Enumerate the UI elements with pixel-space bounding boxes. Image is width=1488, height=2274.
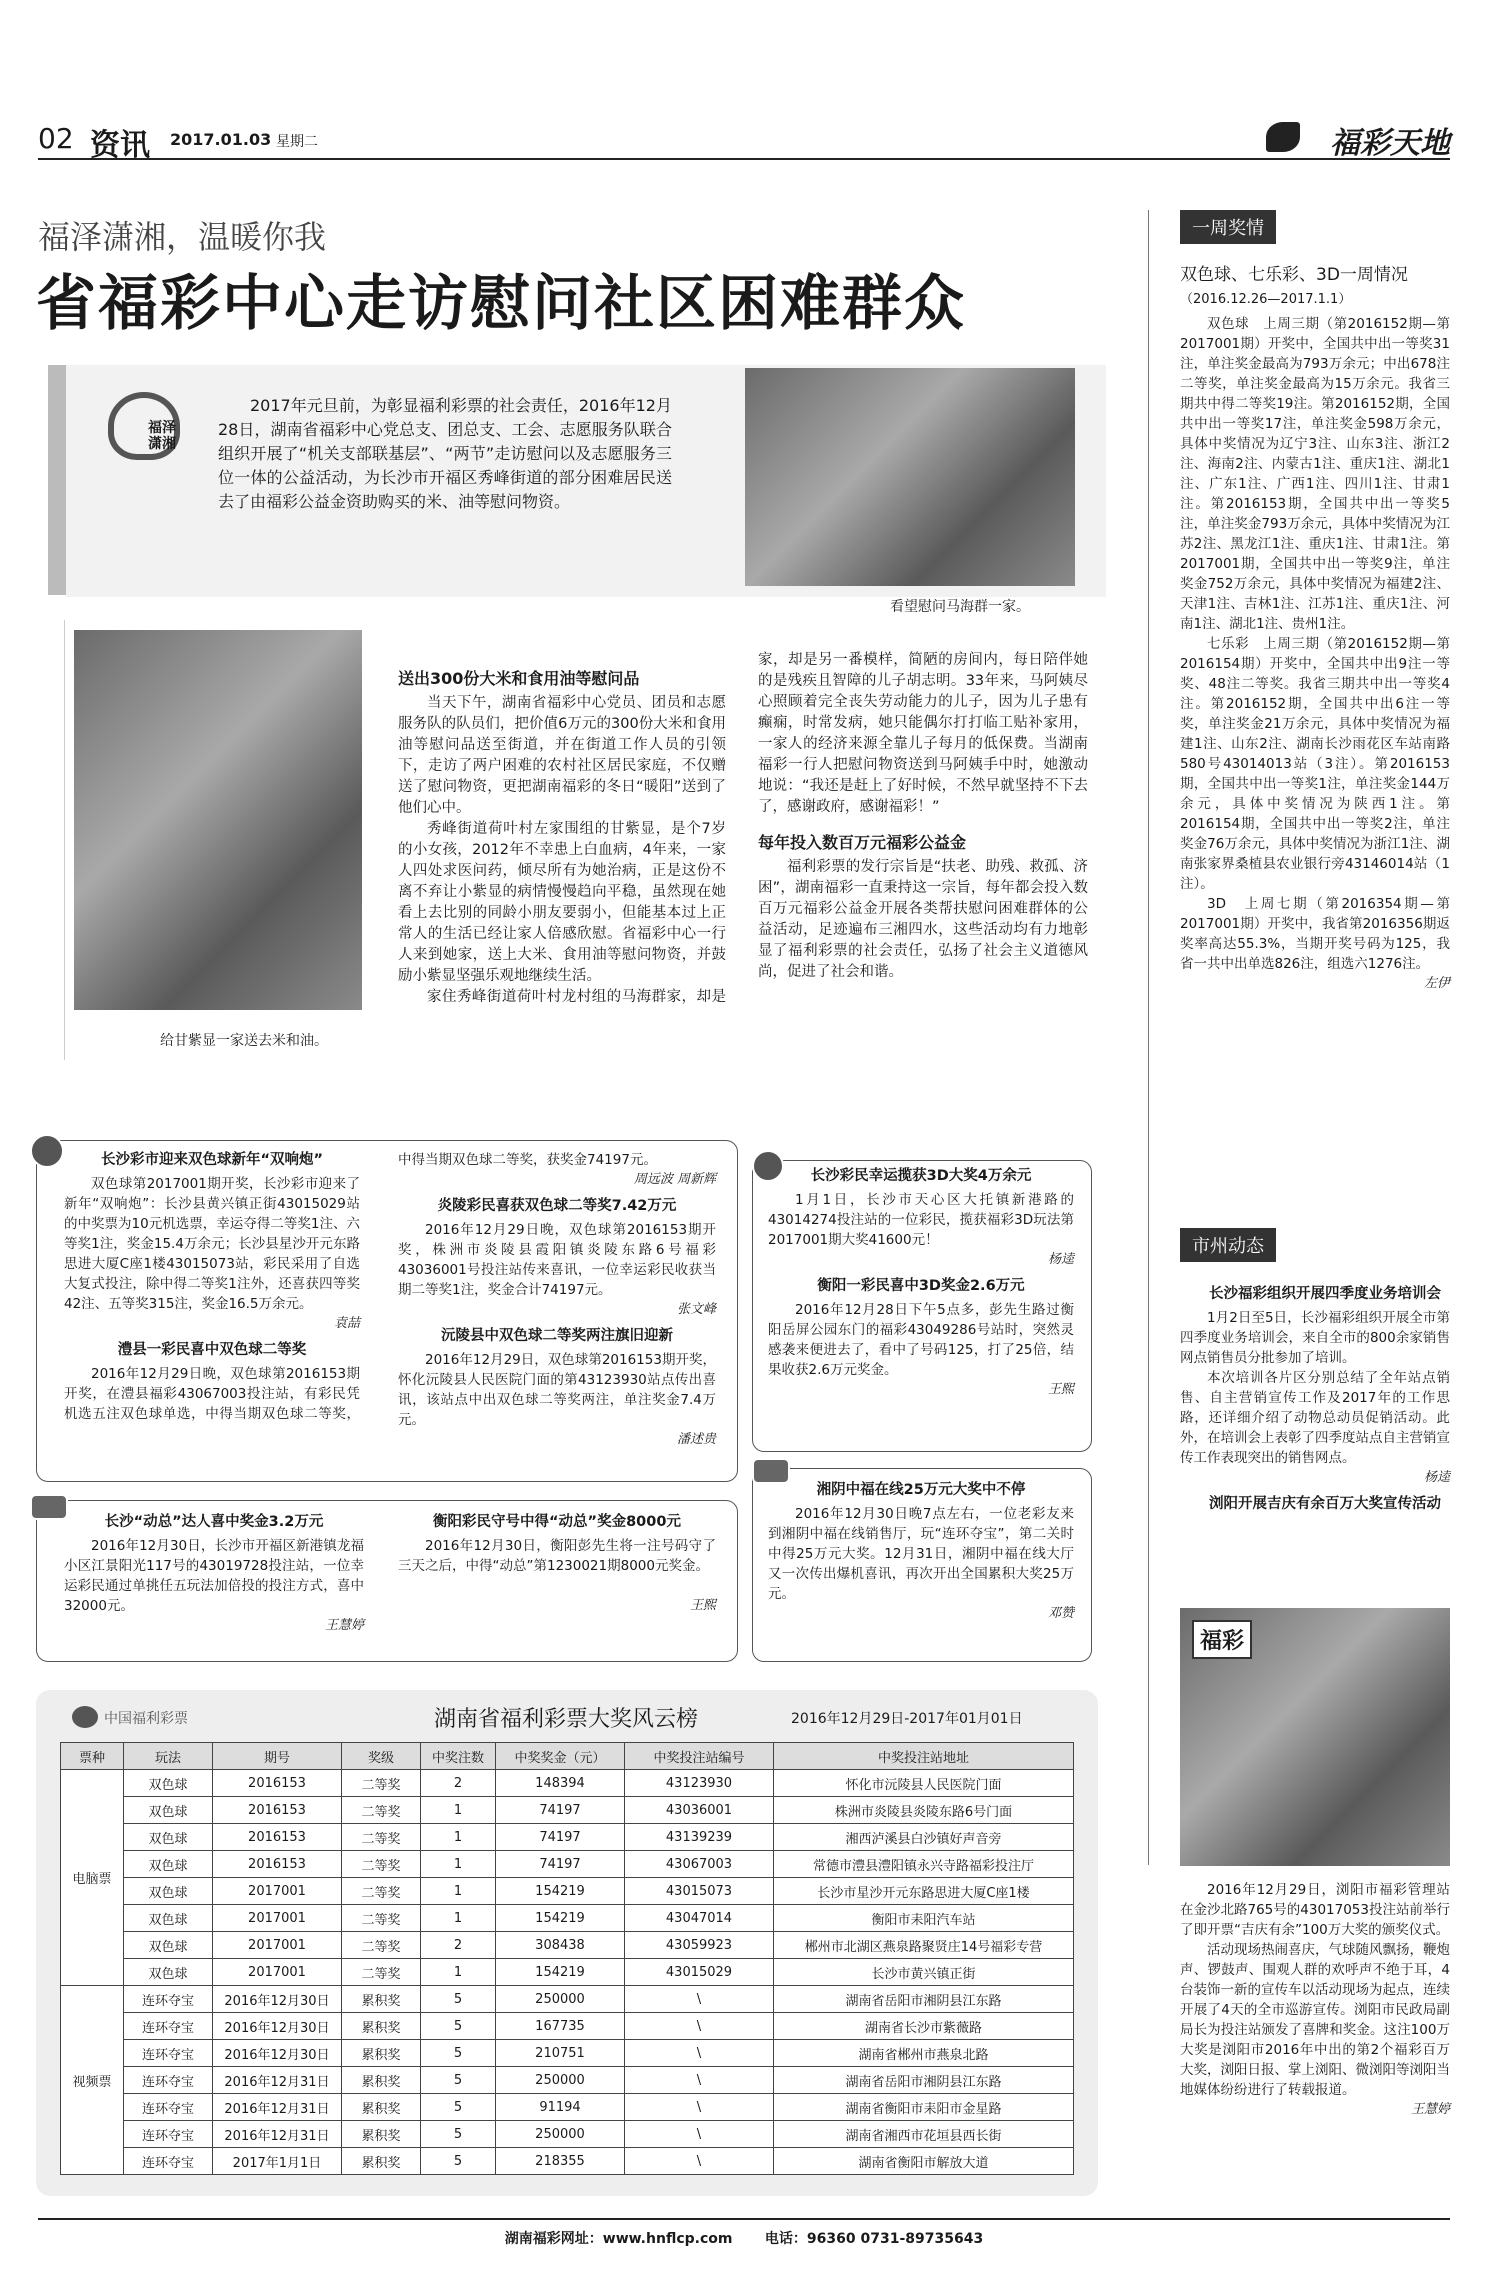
ticket-type-cell: 电脑票 [61,1770,124,1986]
table-cell: 2016153 [213,1770,342,1797]
column-divider [1148,210,1149,1865]
prize-board [36,1690,1098,2196]
table-cell: 167735 [496,2013,625,2040]
table-cell: 2017001 [213,1905,342,1932]
article-body-col2: 家，却是另一番模样，简陋的房间内，每日陪伴她的是残疾且智障的儿子胡志明。33年来，马阿姨尽心照顾着完全丧失劳动能力的儿子，因为儿子患有癫痫，时常发病，她只能偶尔打打临工贴补家用，一家人的经济来源全靠儿子每月的低保费。当湖南福彩一行人把慰问物资送到马阿姨手中时，她激动地说：“我还是赶上了好时候，不然早就坚持不下去了，感谢政府，感谢福彩！” 每年投入数百万元福彩公益金 福利彩票的发行宗旨是“扶老、助残、救孤、济困”，湖南福彩一直秉持这一宗旨，每年都会投入数百万元福彩公益金开展各类帮扶慰问困难群体的公益活动，足迹遍布三湘四水，这些活动均有力地彰显了福利彩票的社会责任，弘扬了社会主义道德风尚，促进了社会和谐。 [758,652,1088,980]
page-footer [38,2218,1450,2258]
table-cell: 5 [421,2148,496,2175]
table-row [61,2121,1074,2148]
table-cell: 1 [421,1878,496,1905]
table-cell: 5 [421,2094,496,2121]
table-row [61,1878,1074,1905]
table-cell: 1 [421,1905,496,1932]
table-cell: 二等奖 [342,1932,421,1959]
table-cell: \ [625,2040,774,2067]
table-cell: 连环夺宝 [124,2040,213,2067]
table-cell: 5 [421,2040,496,2067]
table-cell: \ [625,1986,774,2013]
table-cell: 累积奖 [342,1986,421,2013]
table-cell: 湘西泸溪县白沙镇好声音旁 [774,1824,1074,1851]
footer-phone: 电话：96360 0731-89735643 [764,2231,984,2247]
table-cell: 148394 [496,1770,625,1797]
table-cell: 2017年1月1日 [213,2148,342,2175]
article-kicker: 福泽潇湘，温暖你我 [38,218,327,256]
table-cell: 湖南省湘西市花垣县西长街 [774,2121,1074,2148]
lead-logo-text: 福泽潇湘 [148,420,176,452]
table-cell: 2017001 [213,1932,342,1959]
table-cell: 2016年12月31日 [213,2094,342,2121]
welfare-lottery-brand: 中国福利彩票 [104,1711,188,1727]
table-cell: 连环夺宝 [124,1986,213,2013]
table-cell: 74197 [496,1797,625,1824]
table-row [61,2013,1074,2040]
table-cell: 2016153 [213,1824,342,1851]
prize-board-header [36,1690,1098,1742]
table-cell: 累积奖 [342,2067,421,2094]
news-icon-1 [30,1134,64,1168]
table-cell: 43067003 [625,1851,774,1878]
table-row [61,1851,1074,1878]
table-cell: 5 [421,1986,496,2013]
table-cell: 2016年12月30日 [213,2013,342,2040]
table-row [61,2040,1074,2067]
news-col-2: 中得当期双色球二等奖，获奖金74197元。 周远波 周新辉 炎陵彩民喜获双色球二等奖7.42万元 2016年12月29日晚，双色球第2016153期开奖，株洲市炎陵县霞阳镇炎陵东路6号福彩43036001号投注站传来喜讯，一位幸运彩民收获当期二等奖1注，奖金合计74197元。 张文峰 沅陵县中双色球二等奖两注旗旧迎新 2016年12月29日，双色球第2016153期开奖，怀化沅陵县人民医院门面的第43123930站点传出喜讯，该站点中出双色球二等奖两注，单注奖金7.4万元。 潘述贵 [398,1152,716,1447]
table-cell: 2016年12月30日 [213,2040,342,2067]
table-row [61,1770,1074,1797]
table-cell: 2016153 [213,1851,342,1878]
table-cell: 43047014 [625,1905,774,1932]
table-cell: 连环夺宝 [124,2094,213,2121]
table-cell: 湖南省长沙市紫薇路 [774,2013,1074,2040]
lead-logo [108,392,196,480]
table-cell: 154219 [496,1905,625,1932]
table-cell: 二等奖 [342,1905,421,1932]
table-cell: 湖南省衡阳市耒阳市金星路 [774,2094,1074,2121]
news-col-5: 衡阳彩民守号中得“动总”奖金8000元 2016年12月30日，衡阳彭先生将一注号码守了三天之后，中得“动总”第1230021期8000元奖金。 王熙 [398,1514,716,1613]
table-cell: 218355 [496,2148,625,2175]
city-tag: 市州动态 [1180,1228,1276,1262]
table-cell: 郴州市北湖区燕泉路聚贤庄14号福彩专营 [774,1932,1074,1959]
table-cell: 连环夺宝 [124,2121,213,2148]
table-row [61,1824,1074,1851]
table-cell: 二等奖 [342,1878,421,1905]
table-cell: 2016153 [213,1797,342,1824]
table-cell: \ [625,2094,774,2121]
table-cell: 累积奖 [342,2148,421,2175]
table-cell: 双色球 [124,1878,213,1905]
table-cell: 怀化市沅陵县人民医院门面 [774,1770,1074,1797]
table-cell: 308438 [496,1932,625,1959]
table-cell: 累积奖 [342,2040,421,2067]
table-cell: 154219 [496,1959,625,1986]
table-cell: 长沙市星沙开元东路思进大厦C座1楼 [774,1878,1074,1905]
table-cell: 双色球 [124,1959,213,1986]
table-cell: 2 [421,1932,496,1959]
photo-sign: 福彩 [1192,1620,1252,1659]
news-col-1: 长沙彩市迎来双色球新年“双响炮” 双色球第2017001期开奖，长沙彩市迎来了新年“双响炮”：长沙县黄兴镇正街43015029站的中奖票为10元机选票，幸运夺得二等奖1注、六等奖1注，奖金15.4万余元；长沙县星沙开元东路思进大厦C座1楼43015073站，彩民采用了自选大复式投注，除中得二等奖1注外，还喜获四等奖42注、五等奖315注，奖金16.5万余元。 袁喆 澧县一彩民喜中双色球二等奖 2016年12月29日晚，双色球第2016153期开奖，在澧县福彩43067003投注站，有彩民凭机选五注双色球单选，中得当期双色球二等奖， [64,1152,360,1422]
photo1-caption: 看望慰问马海群一家。 [890,599,1030,615]
table-cell: 二等奖 [342,1851,421,1878]
table-cell: 2 [421,1770,496,1797]
table-cell: 1 [421,1959,496,1986]
table-cell: 双色球 [124,1851,213,1878]
table-cell: 双色球 [124,1770,213,1797]
table-cell: 43015073 [625,1878,774,1905]
table-cell: 5 [421,2013,496,2040]
table-cell: 2016年12月31日 [213,2067,342,2094]
table-cell: 连环夺宝 [124,2013,213,2040]
news-col-3: 长沙彩民幸运揽获3D大奖4万余元 1月1日，长沙市天心区大托镇新港路的43014274投注站的一位彩民，揽获福彩3D玩法第2017001期大奖41600元！ 杨逵 衡阳一彩民喜中3D奖金2.6万元 2016年12月28日下午5点多，彭先生路过衡阳岳屏公园东门的福彩43049286号站时，突然灵感袭来便进去了，看中了号码125，打了25倍，结果收获2.6万元奖金。 王熙 [768,1168,1074,1397]
table-cell: 二等奖 [342,1797,421,1824]
news-col-6: 湘阴中福在线25万元大奖中不停 2016年12月30日晚7点左右，一位老彩友来到湘阴中福在线销售厅，玩“连环夺宝”，第二关时中得25万元大奖。12月31日，湘阴中福在线大厅又一次传出爆机喜讯，再次开出全国累积大奖25万元。 邓赞 [768,1482,1074,1621]
table-row [61,1797,1074,1824]
weekly-body: 双色球 上周三期（第2016152期—第2017001期）开奖中，全国共中出一等奖31注，单注奖金最高为793万余元；中出678注二等奖，单注奖金最高为15万余元。我省三期共中得二等奖19注。第2016152期，全国共中出一等奖17注，单注奖金598万余元，具体中奖情况为辽宁3注、山东3注、浙江2注、海南2注、内蒙古1注、重庆1注、湖北1注、广东1注、广西1注、四川1注、甘肃1注。第2016153期，全国共中出一等奖5注，单注奖金793万余元，具体中奖情况为江苏2注、黑龙江1注、重庆1注、甘肃1注。第2017001期，全国共中出一等奖9注，单注奖金752万余元，具体中奖情况为福建2注、天津1注、吉林1注、江苏1注、重庆1注、河南1注、湖北1注、贵州1注。 七乐彩 上周三期（第2016152期—第2016154期）开奖中，全国共中出9注一等奖、48注二等奖。我省三期共中出一等奖4注。第2016152期，全国共中出6注一等奖，单注奖金21万余元，具体中奖情况为福建1注、山东2注、湖南长沙雨花区车站南路580号43014013站（3注）。第2016153期，全国共中出一等奖1注，单注奖金144万余元，具体中奖情况为陕西1注。第2016154期，全国共中出一等奖2注，单注奖金76万余元，具体中奖情况为浙江1注、湖南张家界桑植县农业银行旁43146014站（1注）。 3D 上周七期（第2016354期—第2017001期）开奖中，我省第2016356期返奖率高达55.3%，当期开奖号码为125，我省一共中出单选826注，组选六1276注。 左伊 [1180,316,1450,991]
article-body-col1: 送出300份大米和食用油等慰问品 当天下午，湖南省福彩中心党员、团员和志愿服务队的队员们，把价值6万元的300份大米和食用油等慰问品送至街道，并在街道工作人员的引领下，走访了两户困难的农村社区居民家庭，不仅赠送了慰问物资，更把湖南福彩的冬日“暖阳”送到了他们心中。 秀峰街道荷叶村左家围组的甘紫显，是个7岁的小女孩，2012年不幸患上白血病，4年来，一家人四处求医问药，倾尽所有为她治病，正是这份不离不弃让小紫显的病情慢慢趋向平稳，虽然现在她看上去比别的同龄小朋友要弱小，但能基本过上正常人的生活已经让家人倍感欣慰。省福彩中心一行人来到她家，送上大米、食用油等慰问物资，并鼓励小紫显坚强乐观地继续生活。 家住秀峰街道荷叶村龙村组的马海群家，却是 [398,669,726,1005]
table-cell: \ [625,2013,774,2040]
table-cell: 衡阳市耒阳汽车站 [774,1905,1074,1932]
table-cell: 连环夺宝 [124,2067,213,2094]
news-col-4: 长沙“动总”达人喜中奖金3.2万元 2016年12月30日，长沙市开福区新港镇龙福小区江景阳光117号的43019728投注站，一位幸运彩民通过单挑任五玩法加倍投的投注方式，喜中32000元。 王慧婷 [64,1514,364,1633]
table-cell: 双色球 [124,1824,213,1851]
ticket-type-cell: 视频票 [61,1986,124,2175]
brand-logo-icon [1266,122,1300,152]
page-header [38,118,1450,163]
prize-board-title: 湖南省福利彩票大奖风云榜 [434,1707,699,1732]
table-cell: 湖南省郴州市燕泉北路 [774,2040,1074,2067]
table-cell: 常德市澧县澧阳镇永兴寺路福彩投注厅 [774,1851,1074,1878]
table-cell: 1 [421,1797,496,1824]
table-cell: 二等奖 [342,1959,421,1986]
table-cell: \ [625,2121,774,2148]
brand-name: 福彩天地 [1330,126,1450,161]
table-cell: 2016年12月31日 [213,2121,342,2148]
photo2-frame [64,620,65,1060]
page-number: 02 [38,122,74,155]
table-cell: 连环夺宝 [124,2148,213,2175]
table-cell: 74197 [496,1824,625,1851]
footer-site: 湖南福彩网址：www.hnflcp.com [504,2231,733,2247]
lead-paragraph: 2017年元旦前，为彰显福利彩票的社会责任，2016年12月28日，湖南省福彩中心党总支、团总支、工会、志愿服务队联合组织开展了“机关支部联基层”、“两节”走访慰问以及志愿服务三位一体的公益活动，为长沙市开福区秀峰街道的部分困难居民送去了由福彩公益金资助购买的米、油等慰问物资。 [218,396,672,511]
table-cell: 5 [421,2067,496,2094]
table-cell: 双色球 [124,1932,213,1959]
table-row [61,2067,1074,2094]
table-cell: 累积奖 [342,2013,421,2040]
table-cell: 累积奖 [342,2121,421,2148]
table-cell: 1 [421,1851,496,1878]
prize-table [60,1742,1074,2175]
prize-board-range: 2016年12月29日-2017年01月01日 [791,1711,1023,1727]
table-cell: 2017001 [213,1959,342,1986]
table-cell: 250000 [496,1986,625,2013]
table-row [61,2094,1074,2121]
weekly-tag: 一周奖情 [1180,210,1276,244]
subheading-1: 送出300份大米和食用油等慰问品 [398,669,640,688]
body-continued: 家，却是另一番模样，简陋的房间内，每日陪伴她的是残疾且智障的儿子胡志明。33年来，马阿姨尽心照顾着完全丧失劳动能力的儿子，因为儿子患有癫痫，时常发病，她只能偶尔打打临工贴补家用，一家人的经济来源全靠儿子每月的低保费。当湖南福彩一行人把慰问物资送到马阿姨手中时，她激动地说：“我还是赶上了好时候，不然早就坚持不下去了，感谢政府，感谢福彩！” [758,652,1088,815]
table-row [61,1959,1074,1986]
table-cell: 2016年12月30日 [213,1986,342,2013]
table-cell: 二等奖 [342,1824,421,1851]
table-cell: 91194 [496,2094,625,2121]
table-cell: 二等奖 [342,1770,421,1797]
table-cell: 250000 [496,2121,625,2148]
table-cell: 74197 [496,1851,625,1878]
news-icon-3 [30,1494,68,1520]
photo-liuyang-ceremony [1180,1608,1450,1866]
table-cell: 5 [421,2121,496,2148]
table-row [61,1932,1074,1959]
table-cell: 43139239 [625,1824,774,1851]
table-cell: 250000 [496,2067,625,2094]
photo-visit-ma-family [745,368,1075,586]
table-cell: 长沙市黄兴镇正街 [774,1959,1074,1986]
subheading-2: 每年投入数百万元福彩公益金 [758,833,967,852]
table-cell: 210751 [496,2040,625,2067]
photo2-caption: 给甘紫显一家送去米和油。 [160,1033,328,1049]
table-cell: 累积奖 [342,2094,421,2121]
table-cell: 湖南省衡阳市解放大道 [774,2148,1074,2175]
article-title: 省福彩中心走访慰问社区困难群众 [36,269,966,339]
table-cell: 株洲市炎陵县炎陵东路6号门面 [774,1797,1074,1824]
weekly-period: （2016.12.26—2017.1.1） [1180,292,1352,307]
table-cell: 双色球 [124,1905,213,1932]
table-cell: 43123930 [625,1770,774,1797]
issue-date: 2017.01.03 [170,130,272,149]
issue-weekday: 星期二 [276,134,318,150]
weekly-title: 双色球、七乐彩、3D一周情况 [1180,265,1408,285]
table-cell: 43036001 [625,1797,774,1824]
table-cell: \ [625,2148,774,2175]
table-cell: 湖南省岳阳市湘阴县江东路 [774,2067,1074,2094]
city-body: 长沙福彩组织开展四季度业务培训会 1月2日至5日，长沙福彩组织开展全市第四季度业务培训会，来自全市的800余家销售网点销售员分批参加了培训。 本次培训各片区分别总结了全年站点销售、自主营销宣传工作及2017年的工作思路，还详细介绍了动物总动员促销活动。此外，在培训会上表彰了四季度站点自主营销宣传工作表现突出的销售网点。 杨逵 浏阳开展吉庆有余百万大奖宣传活动 [1180,1286,1450,1512]
section-name: 资讯 [90,128,150,163]
table-cell: 2017001 [213,1878,342,1905]
welfare-lottery-logo-icon [72,1706,98,1728]
table-cell: 1 [421,1824,496,1851]
photo-gan-family [74,630,362,1010]
table-cell: 43015029 [625,1959,774,1986]
table-cell: 湖南省岳阳市湘阴县江东路 [774,1986,1074,2013]
table-row [61,1905,1074,1932]
city-body-2: 2016年12月29日，浏阳市福彩管理站在金沙北路765号的43017053投注站前举行了即开票“吉庆有余”100万大奖的颁奖仪式。 活动现场热闹喜庆，气球随风飘扬，鞭炮声、锣鼓声、围观人群的欢呼声不绝于耳，4台装饰一新的宣传车以活动现场为起点，连续开展了4天的全市巡游宣传。浏阳市民政局副局长为投注站颁发了喜牌和奖金。这注100万大奖是浏阳市2016年中出的第2个福彩百万大奖，浏阳日报、掌上浏阳、微浏阳等浏阳当地媒体纷纷进行了转载报道。 王慧婷 [1180,1882,1450,2117]
table-header-row: 票种 玩法 期号 奖级 中奖注数 中奖奖金（元） 中奖投注站编号 中奖投注站地址 [61,1743,1074,1770]
table-cell: 43059923 [625,1932,774,1959]
table-cell: 双色球 [124,1797,213,1824]
table-row [61,2148,1074,2175]
table-cell: 154219 [496,1878,625,1905]
lead-accent-bar [48,365,66,595]
table-row [61,1986,1074,2013]
table-cell: \ [625,2067,774,2094]
